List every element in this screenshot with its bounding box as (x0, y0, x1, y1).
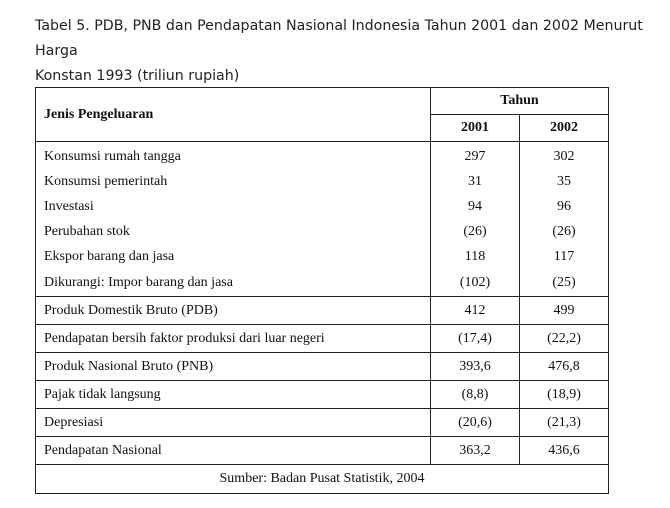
cell-2001: 412 (431, 297, 520, 325)
table-row (36, 194, 609, 219)
cell-2001: (102) (431, 269, 520, 297)
table-row (36, 219, 609, 244)
row-label: Produk Domestik Bruto (PDB) (36, 297, 431, 325)
cell-2001: (8,8) (431, 381, 520, 409)
row-label: Pendapatan Nasional (36, 437, 431, 465)
cell-2002: 476,8 (520, 353, 609, 381)
table-source-row (36, 465, 609, 494)
cell-2001: (17,4) (431, 325, 520, 353)
cell-2002: (21,3) (520, 409, 609, 437)
table-row (36, 169, 609, 194)
cell-2001: 393,6 (431, 353, 520, 381)
table-row (36, 244, 609, 269)
cell-2002: (22,2) (520, 325, 609, 353)
table-row (36, 437, 609, 465)
table-row (36, 269, 609, 297)
row-label: Dikurangi: Impor barang dan jasa (36, 269, 431, 297)
table-row (36, 353, 609, 381)
cell-2002: 436,6 (520, 437, 609, 465)
row-label: Konsumsi pemerintah (36, 169, 431, 194)
header-year-2001: 2001 (431, 115, 520, 142)
cell-2001: 31 (431, 169, 520, 194)
row-label: Ekspor barang dan jasa (36, 244, 431, 269)
caption-line-1: Tabel 5. PDB, PNB dan Pendapatan Nasional Indonesia Tahun 2001 dan 2002 Menurut Harga (35, 18, 643, 59)
cell-2001: 118 (431, 244, 520, 269)
cell-2001: 94 (431, 194, 520, 219)
row-label: Investasi (36, 194, 431, 219)
cell-2002: 499 (520, 297, 609, 325)
cell-2001: 363,2 (431, 437, 520, 465)
cell-2002: 35 (520, 169, 609, 194)
table-source: Sumber: Badan Pusat Statistik, 2004 (36, 465, 609, 494)
table-row (36, 409, 609, 437)
header-year-2002: 2002 (520, 115, 609, 142)
caption-line-2: Konstan 1993 (triliun rupiah) (35, 68, 240, 84)
cell-2001: (26) (431, 219, 520, 244)
row-label: Pendapatan bersih faktor produksi dari luar negeri (36, 325, 431, 353)
table-row (36, 381, 609, 409)
row-label: Konsumsi rumah tangga (36, 142, 431, 170)
cell-2002: 302 (520, 142, 609, 170)
cell-2002: 96 (520, 194, 609, 219)
table-row (36, 142, 609, 170)
cell-2002: (26) (520, 219, 609, 244)
table-row (36, 325, 609, 353)
header-tahun: Tahun (431, 88, 609, 115)
table-row (36, 297, 609, 325)
row-label: Perubahan stok (36, 219, 431, 244)
row-label: Pajak tidak langsung (36, 381, 431, 409)
cell-2002: 117 (520, 244, 609, 269)
row-label: Depresiasi (36, 409, 431, 437)
cell-2002: (18,9) (520, 381, 609, 409)
gdp-table (35, 87, 609, 494)
cell-2001: 297 (431, 142, 520, 170)
row-label: Produk Nasional Bruto (PNB) (36, 353, 431, 381)
cell-2002: (25) (520, 269, 609, 297)
cell-2001: (20,6) (431, 409, 520, 437)
table-caption (35, 14, 665, 89)
header-jenis-pengeluaran: Jenis Pengeluaran (36, 88, 431, 142)
